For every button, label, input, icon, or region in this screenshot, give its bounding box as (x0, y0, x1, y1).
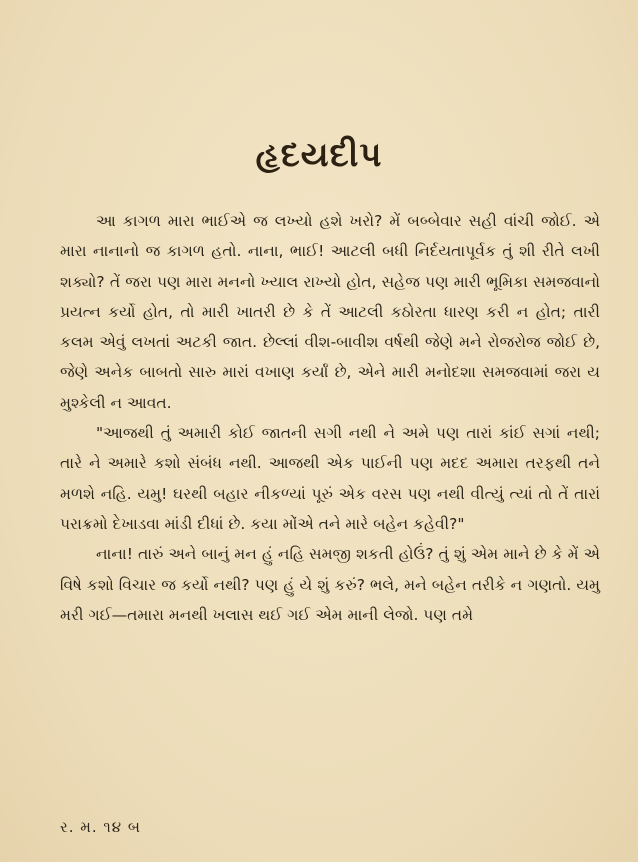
page-title: હૃદયદીપ (255, 135, 383, 175)
paragraph-3: નાના! તારું અને બાનું મન હું નહિ સમજી શકતી હોઉં? તું શું એમ માને છે કે મેં એ વિષે કશો વિચાર જ કર્યો નથી? પણ હું યે શું કરું? ભલે, મને બહેન તરીકે ન ગણતો. યમુ મરી ગઈ—તમારા મનથી ખલાસ થઈ ગઈ એમ માની લેજો. પણ તમે (60, 545, 600, 624)
paragraph-2: "આજથી તું અમારી કોઈ જાતની સગી નથી ને અમે પણ તારાં કાંઈ સગાં નથી; તારે ને અમારે કશો સંબંધ નથી. આજથી એક પાઈની પણ મદદ અમારા તરફથી તને મળશે નહિ. યમુ! ઘરથી બહાર નીકળ્યાં પૂરું એક વરસ પણ નથી વીત્યું ત્યાં તો તેં તારાં પરાક્રમો દેખાડવા માંડી દીધાં છે. કયા મોંએ તને મારે બહેન કહેવી?" (60, 424, 600, 533)
signature-mark: ર. મ. ૧૪ બ (60, 818, 141, 836)
body-text (60, 206, 600, 630)
paragraph-1: આ કાગળ મારા ભાઈએ જ લખ્યો હશે ખરો? મેં બબ્બેવાર સહી વાંચી જોઈ. એ મારા નાનાનો જ કાગળ હતો. નાના, ભાઈ! આટલી બધી નિર્દયતાપૂર્વક તું શી રીતે લખી શક્યો? તેં જરા પણ મારા મનનો ખ્યાલ રાખ્યો હોત, સહેજ પણ મારી ભૂમિકા સમજવાનો પ્રયત્ન કર્યો હોત, તો મારી ખાતરી છે કે તેં આટલી કઠોરતા ધારણ કરી ન હોત; તારી કલમ એવું લખતાં અટકી જાત. છેલ્લાં વીશ-બાવીશ વર્ષથી જેણે મને રોજરોજ જોઈ છે, જેણે અનેક બાબતો સારુ મારાં વખાણ કર્યાં છે, એને મારી મનોદશા સમજવામાં જરા ય મુશ્કેલી ન આવત. (60, 212, 600, 412)
